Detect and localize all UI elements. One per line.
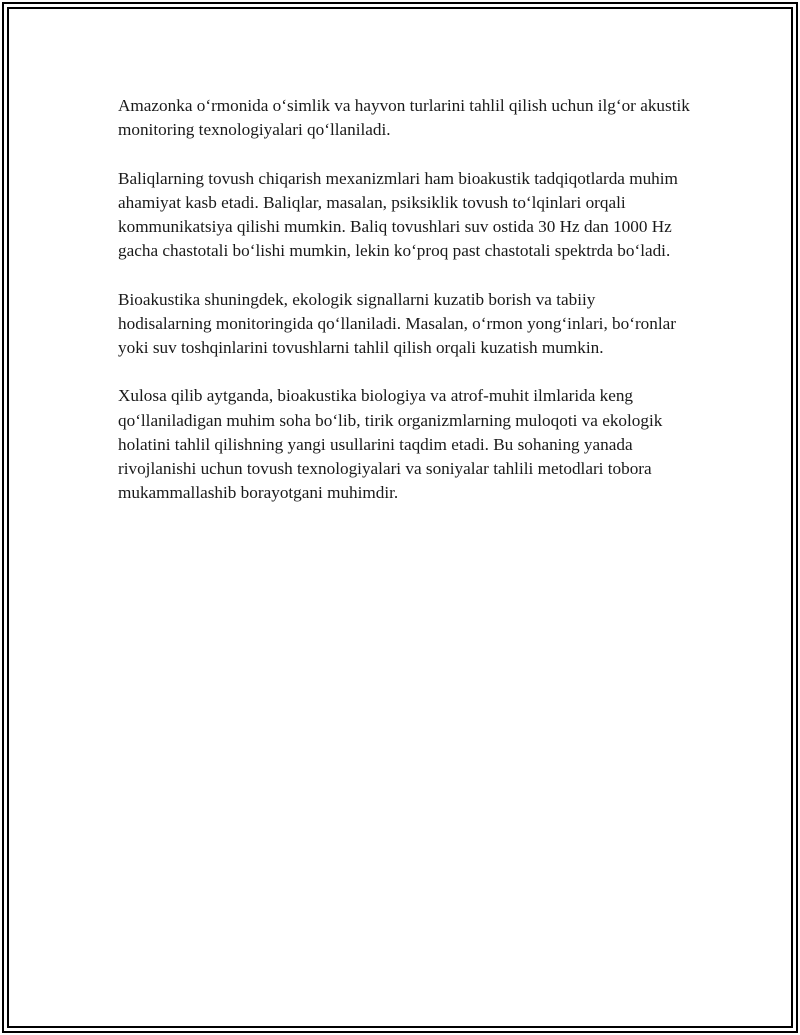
paragraph-3: Bioakustika shuningdek, ekologik signallarni kuzatib borish va tabiiy hodisalarning monitoringida qo‘llaniladi. Masalan, o‘rmon yong‘inlari, bo‘ronlar yoki suv toshqinlarini tovushlarni tahlil qilish orqali kuzatish mumkin. [118, 289, 676, 357]
paragraph-1: Amazonka o‘rmonida o‘simlik va hayvon turlarini tahlil qilish uchun ilg‘or akustik monitoring texnologiyalari qo‘llaniladi. [118, 96, 690, 140]
paragraph-2: Baliqlarning tovush chiqarish mexanizmlari ham bioakustik tadqiqotlarda muhim ahamiyat kasb etadi. Baliqlar, masalan, psiksiklik tovush to‘lqinlari orqali kommunikatsiya qilishi mumkin. Baliq tovushlari suv ostida 30 Hz dan 1000 Hz gacha chastotali bo‘lishi mumkin, lekin ko‘proq past chastotali spektrda bo‘ladi. [118, 168, 678, 261]
document-body [118, 94, 693, 530]
paragraph-4: Xulosa qilib aytganda, bioakustika biologiya va atrof-muhit ilmlarida keng qo‘llaniladigan muhim soha bo‘lib, tirik organizmlarning muloqoti va ekologik holatini tahlil qilishning yangi usullarini taqdim etadi. Bu sohaning yanada rivojlanishi uchun tovush texnologiyalari va soniyalar tahlili metodlari tobora mukammallashib borayotgani muhimdir. [118, 386, 663, 503]
